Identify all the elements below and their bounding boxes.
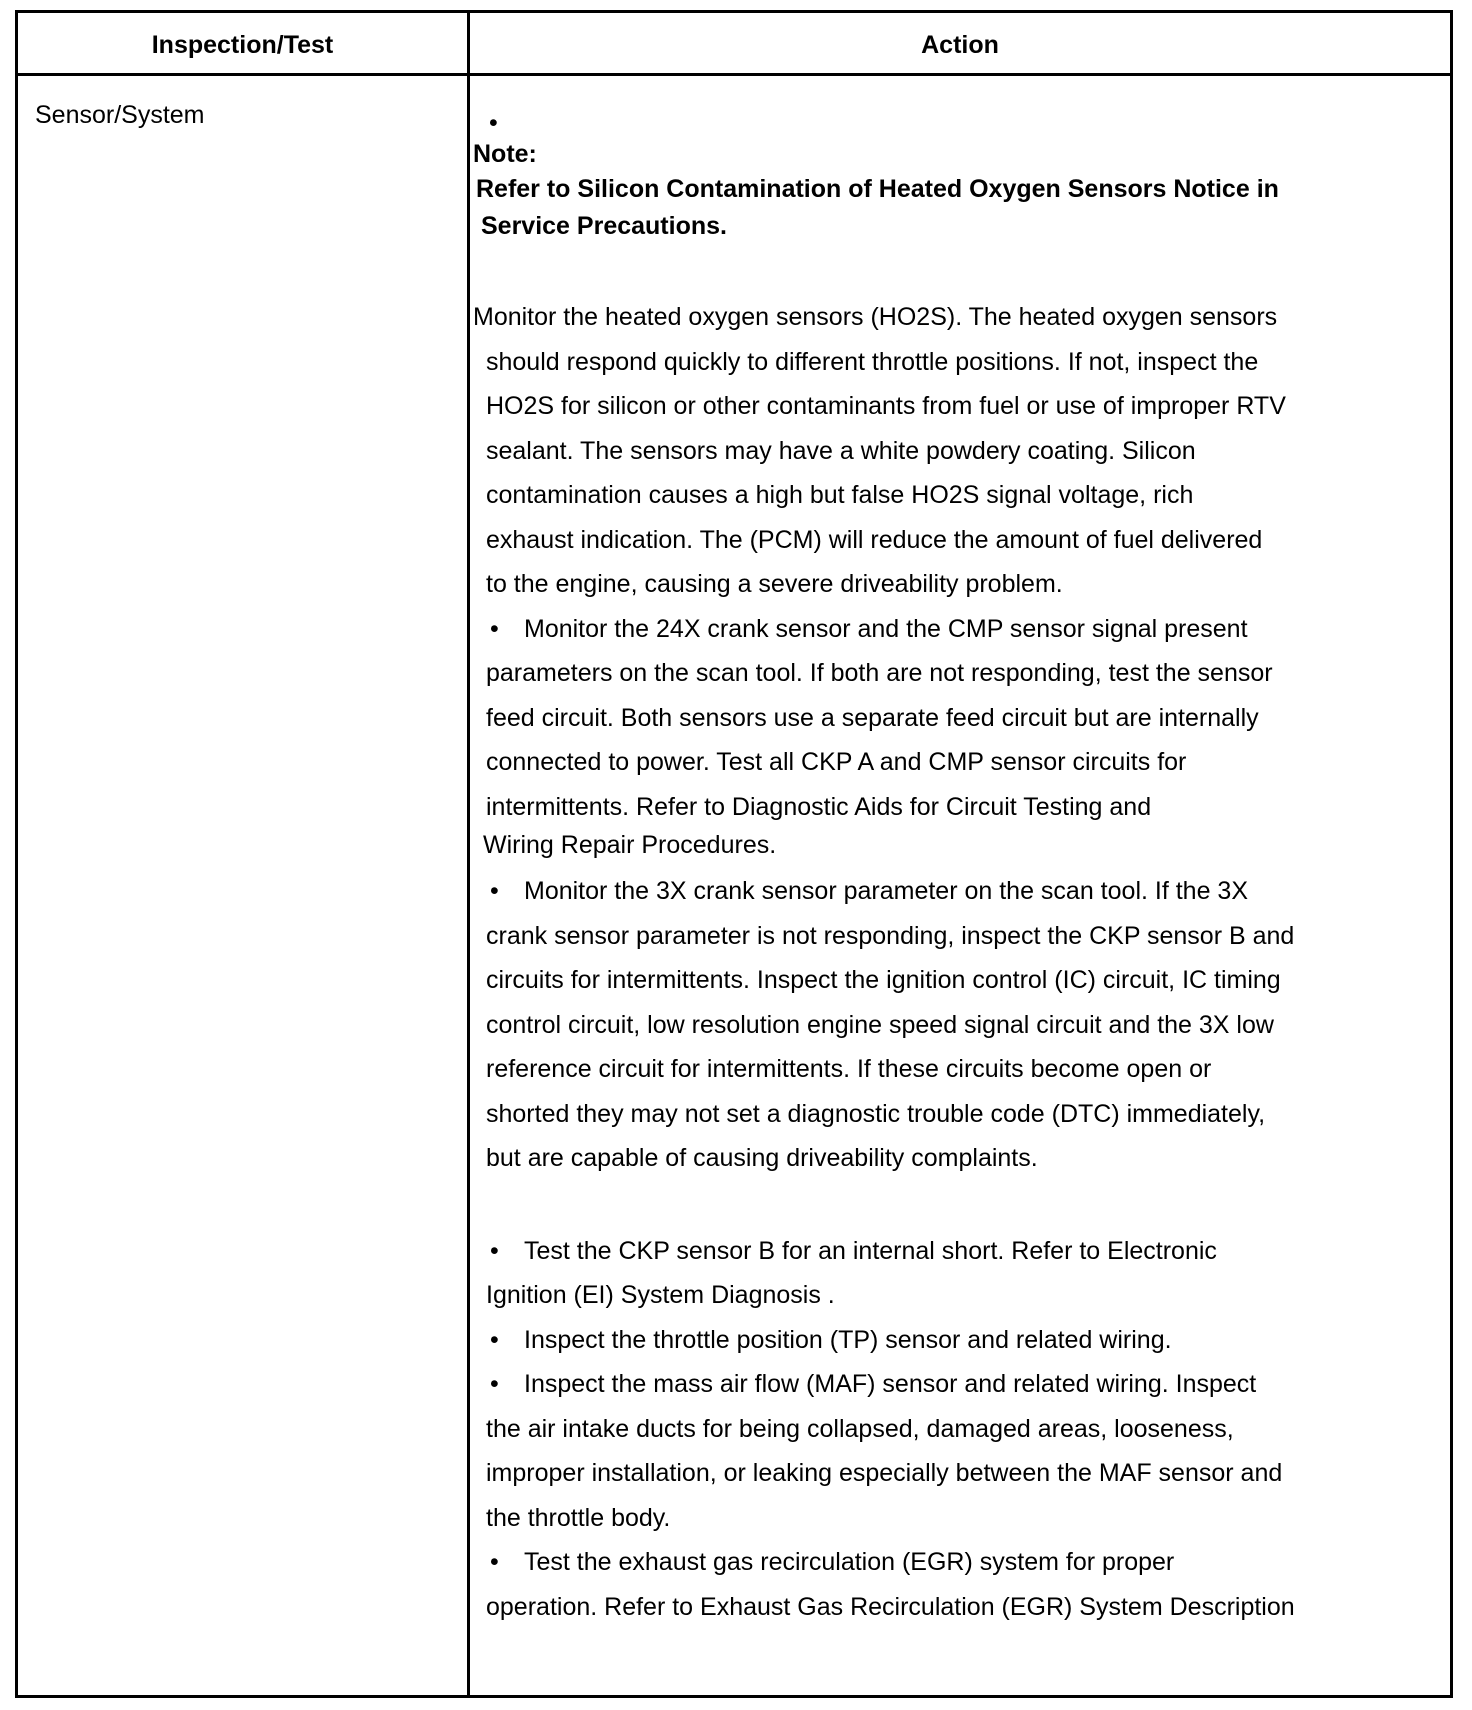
bullet-line: parameters on the scan tool. If both are not responding, test the sensor [486,659,1273,687]
spacer [473,245,1413,295]
bullet-item-ckp-b [473,1229,1413,1318]
bullet-line: Test the exhaust gas recirculation (EGR) system for proper [524,1548,1175,1576]
header-inspection-test: Inspection/Test [151,31,334,59]
bullet-line: feed circuit. Both sensors use a separate feed circuit but are internally [486,703,1259,732]
bullet-dot: • [490,877,499,905]
bullet-line: reference circuit for intermittents. If these circuits become open or [486,1055,1212,1083]
bullet-line: Monitor the 3X crank sensor parameter on the scan tool. If the 3X [524,877,1248,905]
cell-action [473,101,1413,1629]
bullet-line: Inspect the mass air flow (MAF) sensor and related wiring. Inspect [524,1370,1257,1398]
bullet-item-24x-crank [473,607,1413,862]
ho2s-line: contamination causes a high but false HO2S signal voltage, rich [486,481,1194,509]
bullet-line: shorted they may not set a diagnostic trouble code (DTC) immediately, [486,1099,1266,1128]
note-text [473,171,1413,245]
note-line-2: Service Precautions. [481,212,727,240]
header-action: Action [921,31,999,59]
ho2s-line: HO2S for silicon or other contaminants from fuel or use of improper RTV [486,392,1286,420]
bullet-line: connected to power. Test all CKP A and CMP sensor circuits for [486,748,1187,776]
empty-bullet: • [489,109,498,137]
bullet-line: intermittents. Refer to Diagnostic Aids for Circuit Testing and [486,792,1152,821]
bullet-dot: • [490,614,499,643]
bullet-line: Inspect the throttle position (TP) sensor and related wiring. [524,1325,1172,1354]
bullet-line: but are capable of causing driveability complaints. [486,1144,1038,1172]
bullet-line-link[interactable]: Ignition (EI) System Diagnosis . [486,1281,835,1309]
bullet-line: control circuit, low resolution engine speed signal circuit and the 3X low [486,1010,1274,1039]
note-label: Note: [473,140,537,168]
note-line-1: Refer to Silicon Contamination of Heated Oxygen Sensors Notice in [476,175,1279,203]
bullet-item-egr [473,1540,1413,1629]
bullet-line-link[interactable]: operation. Refer to Exhaust Gas Recirculation (EGR) System Description [486,1592,1295,1621]
bullet-line: Test the CKP sensor B for an internal short. Refer to Electronic [524,1236,1217,1265]
bullet-line: the air intake ducts for being collapsed, damaged areas, looseness, [486,1414,1234,1443]
cell-inspection-sensor-system: Sensor/System [35,101,205,129]
bullet-dot: • [490,1236,499,1265]
bullet-line-link[interactable]: Wiring Repair Procedures. [483,831,777,859]
inspection-table [15,10,1453,1698]
ho2s-line: Monitor the heated oxygen sensors (HO2S). The heated oxygen sensors [473,303,1278,331]
bullet-line: Monitor the 24X crank sensor and the CMP sensor signal present [524,614,1248,643]
bullet-dot: • [490,1325,499,1354]
ho2s-line: sealant. The sensors may have a white powdery coating. Silicon [486,436,1196,465]
column-divider [467,13,470,1695]
bullet-item-tp [473,1318,1413,1363]
header-divider [18,73,1450,76]
bullet-line: circuits for intermittents. Inspect the ignition control (IC) circuit, IC timing [486,966,1281,994]
ho2s-line: to the engine, causing a severe driveability problem. [486,570,1063,598]
ho2s-paragraph [473,295,1413,607]
bullet-line: improper installation, or leaking especially between the MAF sensor and [486,1459,1283,1487]
ho2s-line: should respond quickly to different throttle positions. If not, inspect the [486,347,1259,376]
bullet-line: crank sensor parameter is not responding, inspect the CKP sensor B and [486,921,1295,950]
bullet-line: the throttle body. [486,1503,671,1532]
bullet-item-3x-crank [473,869,1413,1181]
bullet-dot: • [490,1548,499,1576]
bullet-item-maf [473,1362,1413,1540]
ho2s-line: exhaust indication. The (PCM) will reduce the amount of fuel delivered [486,525,1263,554]
bullet-dot: • [490,1370,499,1398]
